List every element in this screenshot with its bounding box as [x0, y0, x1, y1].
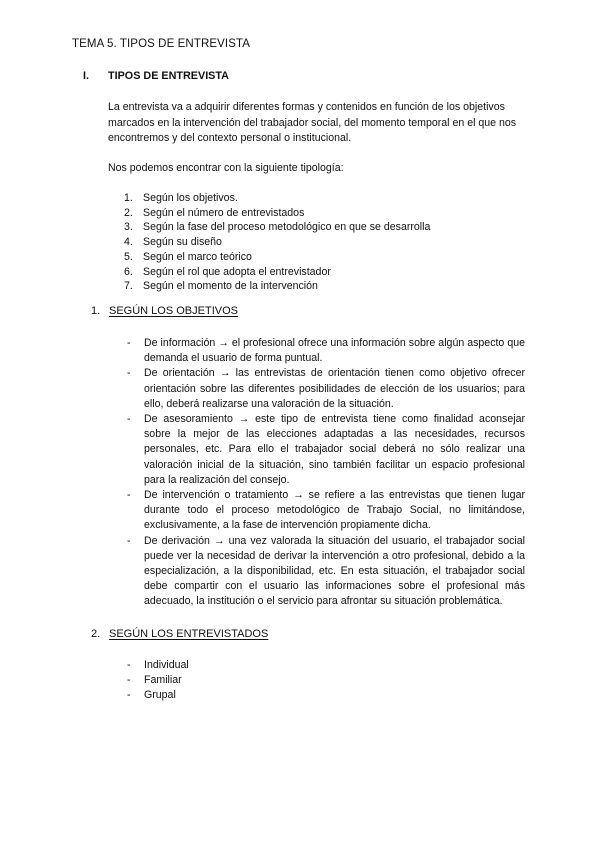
- page-header: TEMA 5. TIPOS DE ENTREVISTA: [72, 38, 251, 50]
- list-item: - De intervención o tratamiento → se refiere a las entrevistas que tienen lugar durante todo el proceso metodológico de Trabajo Social, no limitándose, exclusivamente, a la fase de intervención propiamente dicha.: [127, 489, 525, 532]
- list-item: - De asesoramiento → este tipo de entrevista tiene como finalidad aconsejar sobre la mejor de las elecciones adaptadas a las necesidades, recursos personales, etc. Para ello el trabajador social deberá no sólo realizar una valoración inicial de la situación, sino también facilitar un espacio profesional para la realización del consejo.: [127, 413, 525, 486]
- list-item: - De información → el profesional ofrece una información sobre algún aspecto que demanda el usuario de forma puntual.: [127, 337, 525, 365]
- list-item: - Grupal: [127, 689, 176, 701]
- section-title: [83, 70, 229, 82]
- list-item: 3. Según la fase del proceso metodológico en que se desarrolla: [124, 221, 431, 234]
- intro-paragraph: La entrevista va a adquirir diferentes formas y contenidos en función de los objetivos marcados en la intervención del trabajador social, del momento temporal en el que nos encontremos y del contexto personal o institucional.: [108, 101, 517, 144]
- list-item: - Familiar: [127, 674, 182, 686]
- list-item: 5. Según el marco teórico: [124, 250, 252, 263]
- entrevistados-list: [127, 658, 525, 703]
- typology-list: [124, 191, 430, 294]
- subsection-heading-entrevistados: 2. SEGÚN LOS ENTREVISTADOS: [91, 628, 269, 640]
- subsection-heading-objetivos: 1. SEGÚN LOS OBJETIVOS: [91, 305, 238, 317]
- list-item: - Individual: [127, 659, 189, 671]
- typology-lead: Nos podemos encontrar con la siguiente tipología:: [108, 162, 344, 174]
- list-item: 2. Según el número de entrevistados: [124, 206, 305, 219]
- section-title-text: TIPOS DE ENTREVISTA: [108, 70, 229, 82]
- section-number: I.: [83, 70, 89, 82]
- list-item: - De derivación → una vez valorada la situación del usuario, el trabajador social puede ver la necesidad de derivar la intervención a otro profesional, debido a la especialización, a la disponibilidad, etc. En esta situación, el trabajador social debe compartir con el usuario las informaciones sobre el profesional más adecuado, la institución o el servicio para afrontar su situación problemática.: [127, 534, 525, 608]
- list-item: - De orientación → las entrevistas de orientación tienen como objetivo ofrecer orientación sobre las diferentes posibilidades de elección de los usuarios; para ello, deberá realizarse una valoración de la situación.: [127, 367, 525, 410]
- list-item: 6. Según el rol que adopta el entrevistador: [124, 265, 331, 278]
- list-item: 7. Según el momento de la intervención: [124, 280, 318, 293]
- objetivos-list: [127, 336, 525, 610]
- list-item: 1. Según los objetivos.: [124, 192, 238, 204]
- list-item: 4. Según su diseño: [124, 236, 222, 249]
